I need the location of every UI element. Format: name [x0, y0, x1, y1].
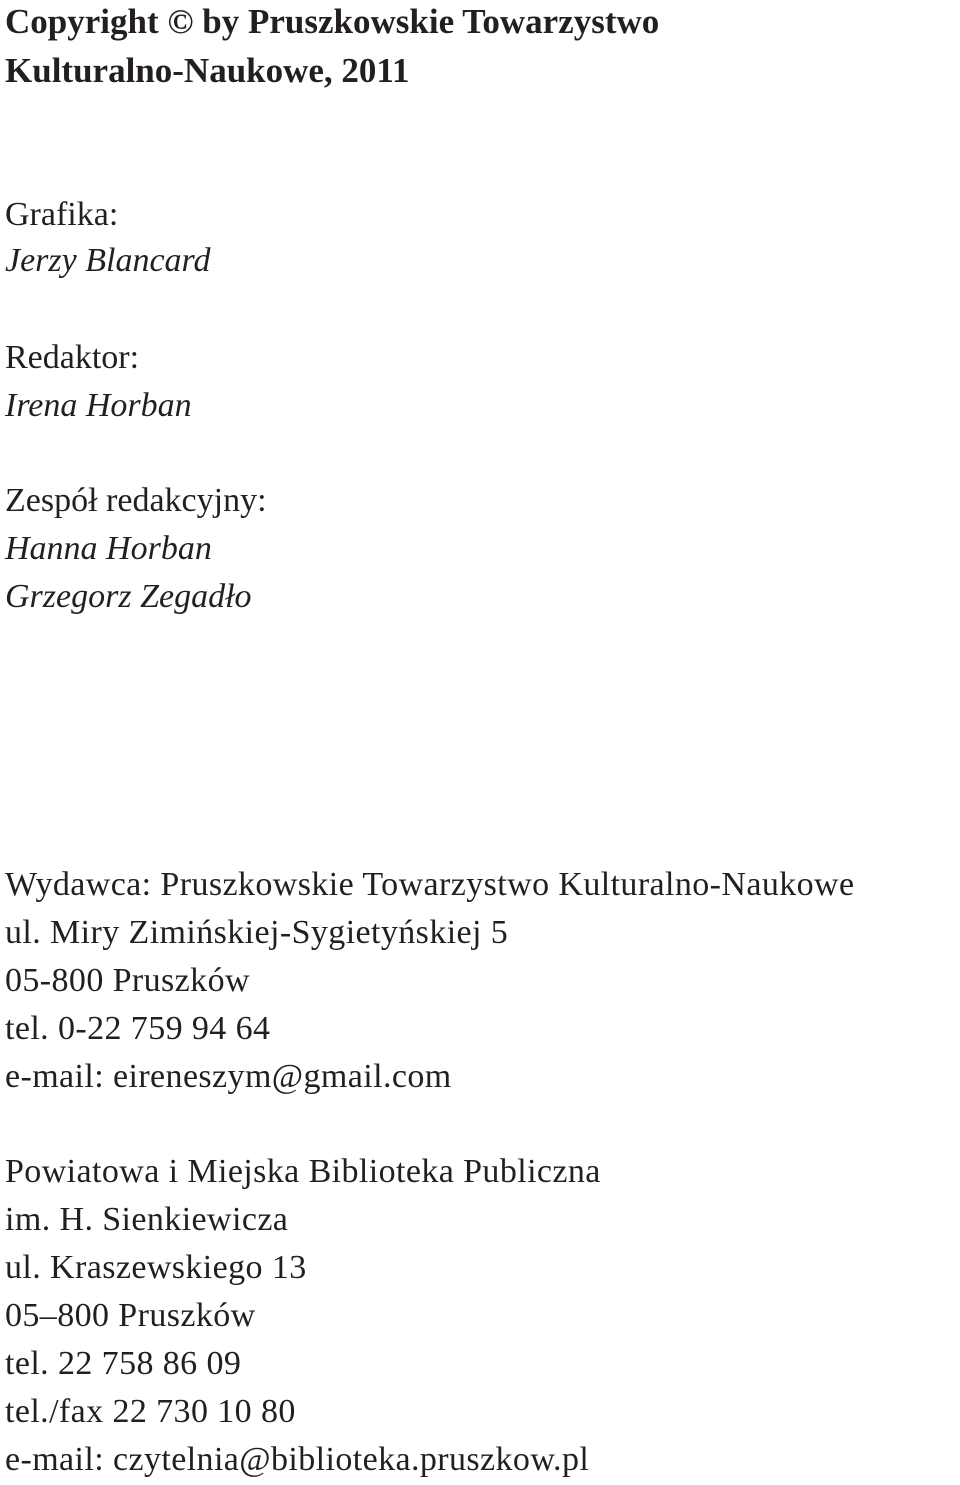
library-fax: tel./fax 22 730 10 80: [5, 1393, 296, 1430]
publisher-city: 05-800 Pruszków: [5, 962, 250, 999]
publisher-line: Wydawca: Pruszkowskie Towarzystwo Kulturalno-Naukowe: [5, 866, 855, 903]
publisher-phone: tel. 0-22 759 94 64: [5, 1010, 271, 1047]
library-phone: tel. 22 758 86 09: [5, 1345, 242, 1382]
copyright-line-1: Copyright © by Pruszkowskie Towarzystwo: [5, 2, 660, 41]
library-patron: im. H. Sienkiewicza: [5, 1201, 289, 1238]
library-street: ul. Kraszewskiego 13: [5, 1249, 307, 1286]
team-member: Hanna Horban: [5, 530, 212, 567]
copyright-line-2: Kulturalno-Naukowe, 2011: [5, 51, 410, 90]
publisher-street: ul. Miry Zimińskiej-Sygietyńskiej 5: [5, 914, 509, 951]
editor-label: Redaktor:: [5, 339, 140, 376]
editor-name: Irena Horban: [5, 387, 192, 424]
publisher-email: e-mail: eireneszym@gmail.com: [5, 1058, 452, 1095]
graphics-label: Grafika:: [5, 196, 119, 233]
library-email: e-mail: czytelnia@biblioteka.pruszkow.pl: [5, 1441, 590, 1478]
library-city: 05–800 Pruszków: [5, 1297, 256, 1334]
graphics-name: Jerzy Blancard: [5, 242, 211, 279]
team-label: Zespół redakcyjny:: [5, 482, 267, 519]
team-member: Grzegorz Zegadło: [5, 578, 252, 615]
library-name: Powiatowa i Miejska Biblioteka Publiczna: [5, 1153, 601, 1190]
